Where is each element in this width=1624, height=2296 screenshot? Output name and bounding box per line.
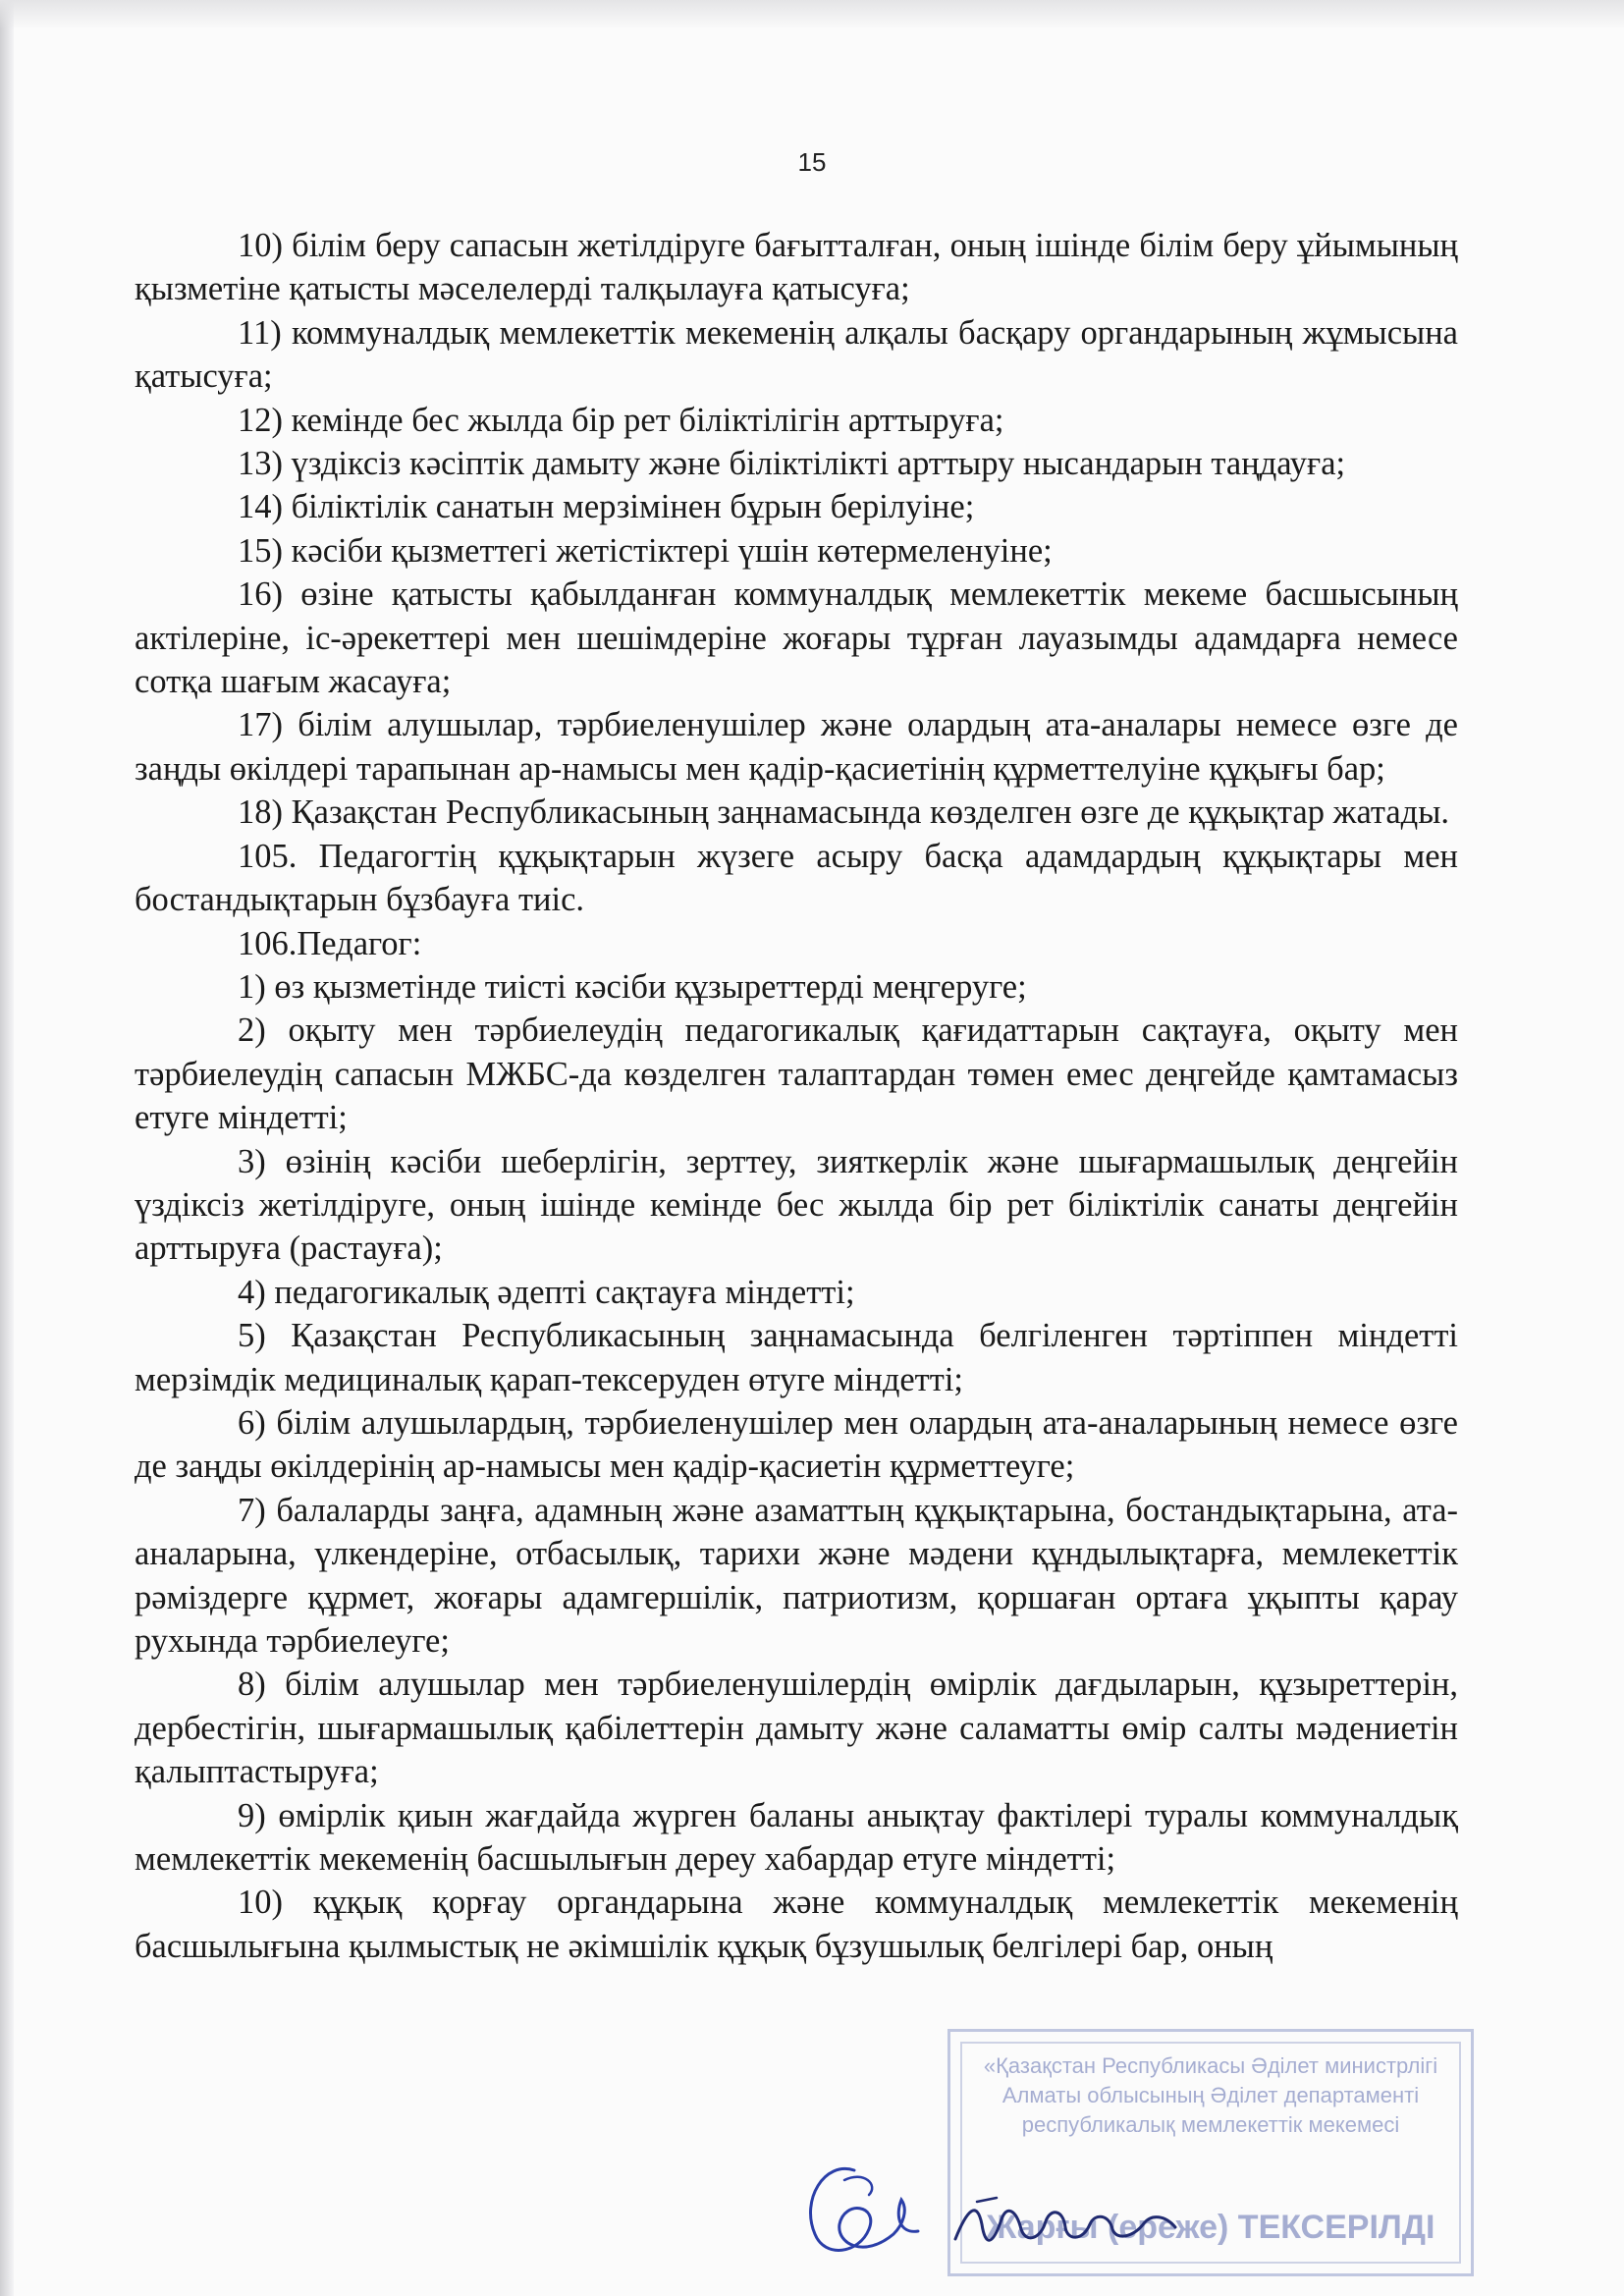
paragraph-duty-7: 7) балаларды заңға, адамның және азаматтың құқықтарына, бостандықтарына, ата-аналарына, үлкендеріне, отбасылық, тарихи және мәдени құндылықтарға, мемлекеттік рәміздерге құрмет, жоғары адамгершілік, патриотизм, қоршаған ортаға ұқыпты қарау рухында тәрбиелеуге; <box>135 1491 1458 1660</box>
document-body <box>135 224 1458 1968</box>
stamp-line: «Қазақстан Республикасы Әділет министрлігі <box>983 2053 1438 2078</box>
paragraph-rights-13: 13) үздіксіз кәсіптік дамыту және біліктілікті арттыру нысандарын таңдауға; <box>238 445 1346 483</box>
paragraph-duty-8: 8) білім алушылар мен тәрбиеленушілердің өмірлік дағдыларын, құзыреттерін, дербестігін, шығармашылық қабілеттерін дамыту және саламатты өмір салты мәдениетін қалыптастыруға; <box>135 1666 1458 1791</box>
scan-edge-top <box>0 0 1624 29</box>
paragraph-clause-105: 105. Педагогтің құқықтарын жүзеге асыру басқа адамдардың құқықтары мен бостандықтарын бұзбауға тиіс. <box>135 837 1458 919</box>
paragraph-rights-16: 16) өзіне қатысты қабылданған коммуналдық мемлекеттік мекеме басшысының актілеріне, іс-әрекеттері мен шешімдеріне жоғары тұрған лауазымды адамдарға немесе сотқа шағым жасауға; <box>135 575 1458 701</box>
paragraph-duty-2: 2) оқыту мен тәрбиелеудің педагогикалық қағидаттарын сақтауға, оқыту мен тәрбиелеудің сапасын МЖБС-да көзделген талаптардан төмен емес деңгейде қамтамасыз етуге міндетті; <box>135 1011 1458 1137</box>
paragraph-rights-18: 18) Қазақстан Республикасының заңнамасында көзделген өзге де құқықтар жатады. <box>238 793 1450 832</box>
paragraph-duty-3: 3) өзінің кәсіби шеберлігін, зерттеу, зияткерлік және шығармашылық деңгейін үздіксіз жетілдіруге, оның ішінде кемінде бес жылда бір рет біліктілік санаты деңгейін арттыруға (растауға); <box>135 1142 1458 1268</box>
signature-right <box>947 2180 1183 2269</box>
paragraph-duty-6: 6) білім алушылардың, тәрбиеленушілер мен олардың ата-аналарының немесе өзге де заңды өкілдерінің ар-намысы мен қадір-қасиетін құрметтеуге; <box>135 1403 1458 1486</box>
paragraph-duty-1: 1) өз қызметінде тиісті кәсіби құзыреттерді меңгеруге; <box>238 967 1027 1006</box>
paragraph-duty-10: 10) құқық қорғау органдарына және коммуналдық мемлекеттік мекеменің басшылығына қылмыстық не әкімшілік құқық бұзушылық белгілері бар, оның <box>135 1884 1458 1965</box>
paragraph-rights-17: 17) білім алушылар, тәрбиеленушілер және олардың ата-аналары немесе өзге де заңды өкілдері тарапынан ар-намысы мен қадір-қасиетінің құрметтелуіне құқығы бар; <box>135 706 1458 788</box>
signature-left <box>785 2141 933 2288</box>
paragraph-rights-14: 14) біліктілік санатын мерзімінен бұрын берілуіне; <box>238 488 975 526</box>
paragraph-duty-9: 9) өмірлік қиын жағдайда жүрген баланы анықтау фактілері туралы коммуналдық мемлекеттік мекеменің басшылығын дереу хабардар етуге міндетті; <box>135 1796 1458 1879</box>
paragraph-clause-106: 106.Педагог: <box>238 924 422 962</box>
paragraph-rights-15: 15) кәсіби қызметтегі жетістіктері үшін көтермеленуіне; <box>238 531 1053 570</box>
stamp-line: Алматы облысының Әділет департаменті <box>1001 2083 1420 2107</box>
stamp-line: республикалық мемлекеттік мекемесі <box>1021 2112 1400 2137</box>
page-number: 15 <box>797 147 827 177</box>
paragraph-rights-10: 10) білім беру сапасын жетілдіруге бағытталған, оның ішінде білім беру ұйымының қызметіне қатысты мәселелерді талқылауға қатысуға; <box>135 227 1458 308</box>
scan-edge-left <box>0 0 14 2296</box>
paragraph-duty-4: 4) педагогикалық әдепті сақтауға міндетті; <box>238 1273 855 1311</box>
paragraph-rights-12: 12) кемінде бес жылда бір рет біліктілігін арттыруға; <box>238 401 1004 439</box>
paragraph-rights-11: 11) коммуналдық мемлекеттік мекеменің алқалы басқару органдарының жұмысына қатысуға; <box>135 313 1458 396</box>
paragraph-duty-5: 5) Қазақстан Республикасының заңнамасында белгіленген тәртіппен міндетті мерзімдік медициналық қарап-тексеруден өтуге міндетті; <box>135 1317 1458 1398</box>
stamp-verified-text: Жарғы (ереже) ТЕКСЕРІЛДІ <box>986 2209 1435 2246</box>
